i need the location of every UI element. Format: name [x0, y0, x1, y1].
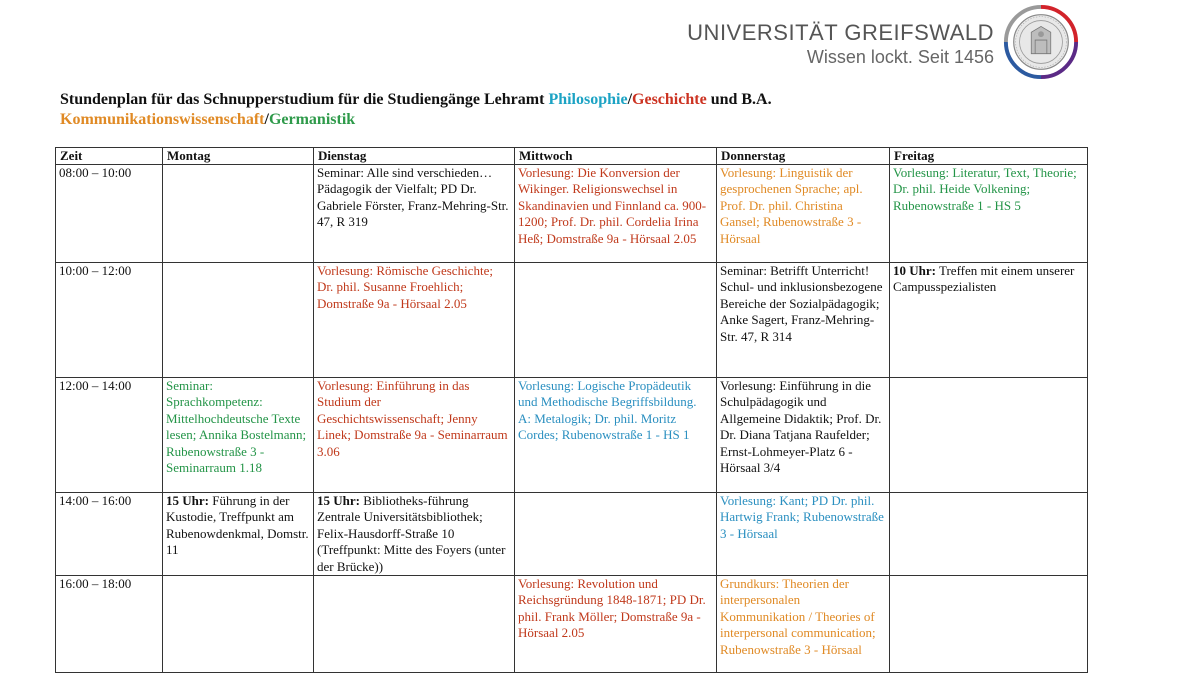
title-text-ba: und B.A.	[706, 91, 772, 108]
donnerstag-cell: Seminar: Betrifft Unterricht! Schul- und inklusionsbezogene Bereiche der Sozialpädagogik; Anke Sagert, Franz-Mehring-Str. 47, R 314	[717, 263, 890, 378]
header-montag: Montag	[163, 148, 314, 165]
montag-cell	[163, 493, 314, 576]
time-cell: 16:00 – 18:00	[56, 576, 163, 673]
header-dienstag: Dienstag	[314, 148, 515, 165]
title-philosophie: Philosophie	[548, 91, 628, 108]
university-tagline: Wissen lockt. Seit 1456	[806, 47, 994, 67]
university-seal-icon	[1002, 3, 1080, 81]
mittwoch-cell: Vorlesung: Revolution und Reichsgründung 1848-1871; PD Dr. phil. Frank Möller; Domstraße 9a - Hörsaal 2.05	[515, 576, 717, 673]
mittwoch-cell: Vorlesung: Logische Propädeutik und Methodische Begriffsbildung. A: Metalogik; Dr. phil. Moritz Cordes; Rubenowstraße 1 - HS 1	[515, 378, 717, 493]
dienstag-cell	[314, 576, 515, 673]
dienstag-cell: Vorlesung: Einführung in das Studium der Geschichtswissenschaft; Jenny Linek; Domstraße 9a - Seminarraum 3.06	[314, 378, 515, 493]
title-slash: /	[264, 111, 269, 128]
mittwoch-cell: Vorlesung: Die Konversion der Wikinger. Religionswechsel in Skandinavien und Finnland ca. 900-1200; Prof. Dr. phil. Cordelia Irina Heß; Domstraße 9a - Hörsaal 2.05	[515, 165, 717, 263]
freitag-cell	[890, 576, 1088, 673]
montag-cell	[163, 165, 314, 263]
page-title	[60, 90, 1090, 130]
header-freitag: Freitag	[890, 148, 1088, 165]
freitag-text: Treffen mit einem unserer Campusspezialisten	[893, 263, 1075, 295]
dienstag-cell: Seminar: Alle sind verschieden…Pädagogik der Vielfalt; PD Dr. Gabriele Förster, Franz-Mehring-Str. 47, R 319	[314, 165, 515, 263]
freitag-cell	[890, 263, 1088, 378]
montag-cell	[163, 576, 314, 673]
university-logo-text	[687, 20, 994, 68]
mittwoch-cell	[515, 263, 717, 378]
montag-cell: Seminar: Sprachkompetenz: Mittelhochdeutsche Texte lesen; Annika Bostelmann; Rubenowstraße 3 - Seminarraum 1.18	[163, 378, 314, 493]
mittwoch-cell	[515, 493, 717, 576]
table-row	[56, 493, 1088, 576]
time-lead: 10 Uhr:	[893, 263, 936, 278]
dienstag-text: Bibliotheks-führung Zentrale Universitätsbibliothek; Felix-Hausdorff-Straße 10 (Treffpunkt: Mitte des Foyers (unter der Brücke))	[317, 493, 506, 574]
montag-cell	[163, 263, 314, 378]
header-donnerstag: Donnerstag	[717, 148, 890, 165]
table-row	[56, 378, 1088, 493]
time-cell: 14:00 – 16:00	[56, 493, 163, 576]
time-lead: 15 Uhr:	[166, 493, 209, 508]
title-kommunikation: Kommunikationswissenschaft	[60, 111, 265, 128]
title-geschichte: Geschichte	[632, 91, 707, 108]
table-row	[56, 263, 1088, 378]
montag-text: Führung in der Kustodie, Treffpunkt am Rubenowdenkmal, Domstr. 11	[166, 493, 309, 558]
freitag-cell	[890, 493, 1088, 576]
header-zeit: Zeit	[56, 148, 163, 165]
donnerstag-cell: Vorlesung: Kant; PD Dr. phil. Hartwig Frank; Rubenowstraße 3 - Hörsaal	[717, 493, 890, 576]
time-cell: 10:00 – 12:00	[56, 263, 163, 378]
schedule-table	[55, 147, 1088, 673]
dienstag-cell: Vorlesung: Römische Geschichte; Dr. phil. Susanne Froehlich; Domstraße 9a - Hörsaal 2.05	[314, 263, 515, 378]
title-slash: /	[627, 91, 633, 108]
freitag-cell: Vorlesung: Literatur, Text, Theorie; Dr. phil. Heide Volkening; Rubenowstraße 1 - HS 5	[890, 165, 1088, 263]
dienstag-cell	[314, 493, 515, 576]
donnerstag-cell: Vorlesung: Einführung in die Schulpädagogik und Allgemeine Didaktik; Prof. Dr. Dr. Diana Tatjana Raufelder; Ernst-Lohmeyer-Platz 6 - Hörsaal 3/4	[717, 378, 890, 493]
university-name: UNIVERSITÄT GREIFSWALD	[687, 20, 994, 45]
donnerstag-cell: Grundkurs: Theorien der interpersonalen Kommunikation / Theories of interpersonal communication; Rubenowstraße 3 - Hörsaal	[717, 576, 890, 673]
time-lead: 15 Uhr:	[317, 493, 360, 508]
donnerstag-cell: Vorlesung: Linguistik der gesprochenen Sprache; apl. Prof. Dr. phil. Christina Gansel; Rubenowstraße 3 - Hörsaal	[717, 165, 890, 263]
time-cell: 08:00 – 10:00	[56, 165, 163, 263]
table-row	[56, 165, 1088, 263]
freitag-cell	[890, 378, 1088, 493]
table-header-row	[56, 148, 1088, 165]
title-germanistik: Germanistik	[268, 111, 356, 128]
header-mittwoch: Mittwoch	[515, 148, 717, 165]
title-text: Stundenplan für das Schnupperstudium für die Studiengänge Lehramt	[60, 91, 549, 108]
time-cell: 12:00 – 14:00	[56, 378, 163, 493]
table-row	[56, 576, 1088, 673]
